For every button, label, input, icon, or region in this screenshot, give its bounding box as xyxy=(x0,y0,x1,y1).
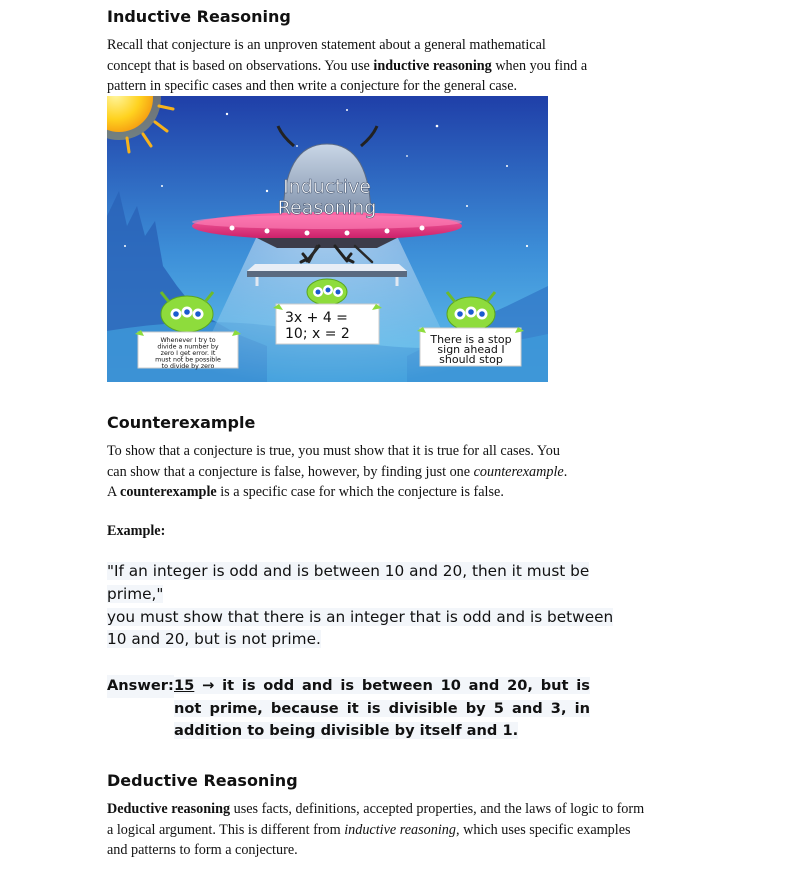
ufo-title-line2: Reasoning xyxy=(277,197,377,219)
right-sign xyxy=(417,327,524,366)
left-sign-line5: to divide by zero xyxy=(161,363,215,370)
center-sign xyxy=(273,304,382,344)
left-sign-line3: zero I get error. It xyxy=(160,350,216,357)
alien-center-icon xyxy=(307,279,347,305)
right-sign-line2: sign ahead I xyxy=(437,343,505,356)
right-sign-line3: should stop xyxy=(439,353,503,366)
left-sign xyxy=(135,330,241,370)
example-text: "If an integer is odd and is between 10 and 20, then it must be prime," you must show that there is an integer that is odd and is between 10 and 20, but is not prime. xyxy=(107,562,614,649)
left-sign-line1: Whenever I try to xyxy=(160,337,216,344)
arrow-icon: → xyxy=(202,677,215,694)
center-sign-line2: 10; x = 2 xyxy=(285,326,350,342)
right-sign-line1: There is a stop xyxy=(430,333,512,346)
center-sign-line1: 3x + 4 = xyxy=(285,310,348,326)
answer-number: 15 xyxy=(174,677,195,694)
counterexample-heading: Counterexample xyxy=(107,413,256,432)
left-sign-line4: must not be possible xyxy=(155,356,221,364)
answer-label: Answer: xyxy=(107,675,174,698)
inductive-paragraph: Recall that conjecture is an unproven statement about a general mathematical concept that is based on observations. You use inductive reasoning when you find a pattern in specific cases and then write a conjecture for the general case. xyxy=(107,37,588,94)
answer-text: 15 → it is odd and is between 10 and 20, but is not prime, because it is divisible by 5 and 3, in addition to being divisible by itself and 1. xyxy=(174,677,590,739)
inductive-heading: Inductive Reasoning xyxy=(107,7,291,26)
left-sign-line2: divide a number by xyxy=(157,343,219,351)
deductive-heading: Deductive Reasoning xyxy=(107,771,298,790)
example-label: Example: xyxy=(107,523,166,539)
inductive-reasoning-illustration xyxy=(107,96,548,382)
deductive-paragraph: Deductive reasoning uses facts, definitions, accepted properties, and the laws of logic to form a logical argument. This is different from inductive reasoning, which uses specific examples and patterns to form a conjecture. xyxy=(107,801,645,858)
ufo-title-line1: Inductive xyxy=(283,176,371,198)
counterexample-paragraph: To show that a conjecture is true, you must show that it is true for all cases. You can show that a conjecture is false, however, by finding just one counterexample. A counterexample is a specific case for which the conjecture is false. xyxy=(107,443,568,500)
